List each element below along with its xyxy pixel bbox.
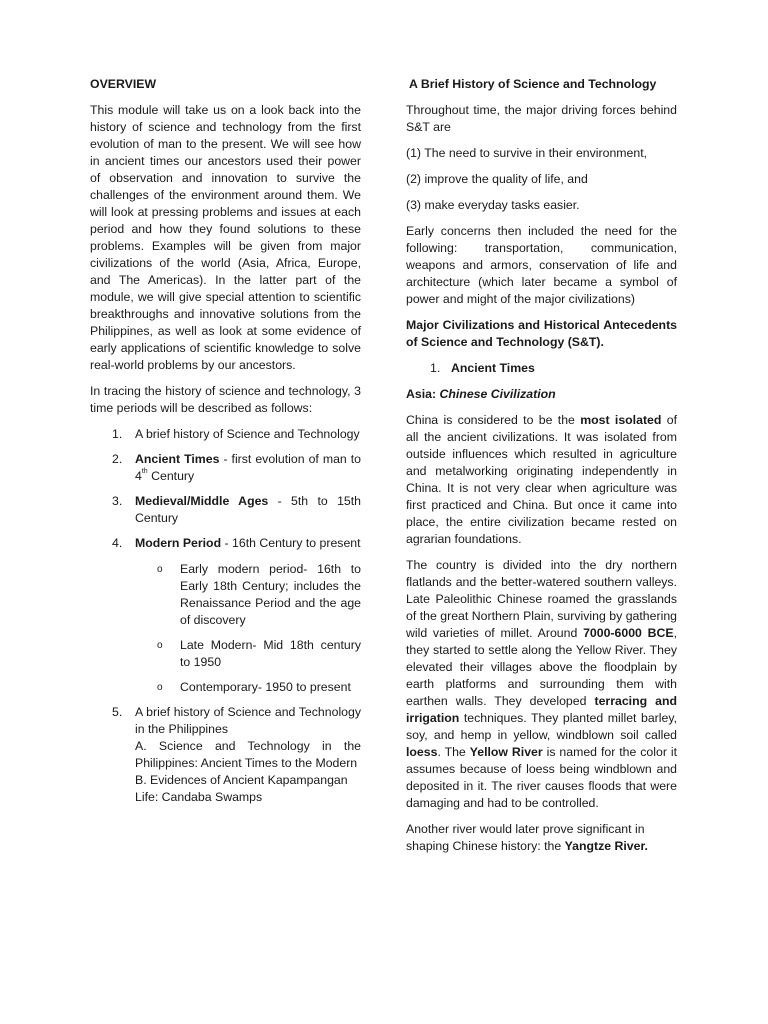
yangtze-paragraph: Another river would later prove significant in shaping Chinese history: the Yangtze River. <box>406 822 648 853</box>
force-item-1: (1) The need to survive in their environment, <box>406 146 648 160</box>
list-item: 4. Modern Period - 16th Century to present o Early modern period- 16th to Early 18th Century; includes the Renaissance Period and the age of discovery o Late Modern- Mid 18th century to 1950 o Contemporary- 1950 to present <box>112 536 361 694</box>
early-concerns-paragraph: Early concerns then included the need for the following: transportation, communication, weapons and armors, conservation of life and architecture (which later became a symbol of power and might of the major civilizations) <box>406 224 677 306</box>
list-item: 5. A brief history of Science and Technology in the Philippines A. Science and Technology in the Philippines: Ancient Times to the Modern B. Evidences of Ancient Kapampangan Life: Candaba Swamps <box>112 705 361 804</box>
list-item: 3. Medieval/Middle Ages - 5th to 15th Century <box>112 494 362 525</box>
major-civilizations-heading: Major Civilizations and Historical Antecedents of Science and Technology (S&T). <box>406 318 677 349</box>
periods-list <box>90 426 361 806</box>
china-paragraph: China is considered to be the most isolated of all the ancient civilizations. It was isolated from outside influences which resulted in agriculture and metalworking originating independently in China. It is not very clear when agriculture was first practiced and China. But once it came into place, the entire civilization became rested on agrarian foundations. <box>406 413 677 546</box>
section-title: A Brief History of Science and Technology <box>409 77 657 91</box>
geography-paragraph: The country is divided into the dry northern flatlands and the better-watered southern valleys. Late Paleolithic Chinese roamed the grasslands of the great Northern Plain, surviving by gathering wild varieties of millet. Around 7000-6000 BCE, they started to settle along the Yellow River. They elevated their villages above the floodplain by earth platforms and surrounding them with earthen walls. They developed terracing and irrigation techniques. They planted millet barley, soy, and hemp in yellow, windblown soil called loess. The Yellow River is named for the color it assumes because of loess being windblown and deposited in it. The river causes floods that were damaging and had to be controlled. <box>406 558 678 810</box>
force-item-2: (2) improve the quality of life, and <box>406 172 588 186</box>
asia-subheading: Asia: Chinese Civilization <box>406 387 556 401</box>
list-item: 2. Ancient Times - first evolution of man to 4th Century <box>112 452 362 483</box>
list-item: 1. A brief history of Science and Technology <box>112 427 360 441</box>
bullet-icon: o <box>157 564 163 575</box>
left-column <box>90 76 361 814</box>
periods-intro-paragraph: In tracing the history of science and technology, 3 time periods will be described as follows: <box>90 384 361 415</box>
bullet-icon: o <box>157 682 163 693</box>
force-item-3: (3) make everyday tasks easier. <box>406 198 580 212</box>
ancient-times-item: 1. Ancient Times <box>430 361 535 375</box>
bullet-icon: o <box>157 640 163 651</box>
sub-list-item: o Early modern period- 16th to Early 18th Century; includes the Renaissance Period and the age of discovery <box>157 562 361 627</box>
right-column <box>406 76 677 864</box>
sub-list-item: o Contemporary- 1950 to present <box>157 680 351 694</box>
overview-heading: OVERVIEW <box>90 77 157 91</box>
sub-list-item: o Late Modern- Mid 18th century to 1950 <box>157 638 361 669</box>
driving-forces-paragraph: Throughout time, the major driving forces behind S&T are <box>406 103 677 134</box>
modern-period-sublist <box>135 561 361 696</box>
overview-paragraph: This module will take us on a look back into the history of science and technology from the first evolution of man to the present. We will see how in ancient times our ancestors used their power of observation and innovation to survive the challenges of the environment around them. We will look at pressing problems and issues at each period and how they found solutions to these problems. Examples will be given from major civilizations of the world (Asia, Africa, Europe, and The Americas). In the latter part of the module, we will give special attention to scientific breakthroughs and innovative solutions from the Philippines, as well as look at some evidence of early applications of scientific knowledge to solve real-world problems by our ancestors. <box>90 103 361 372</box>
